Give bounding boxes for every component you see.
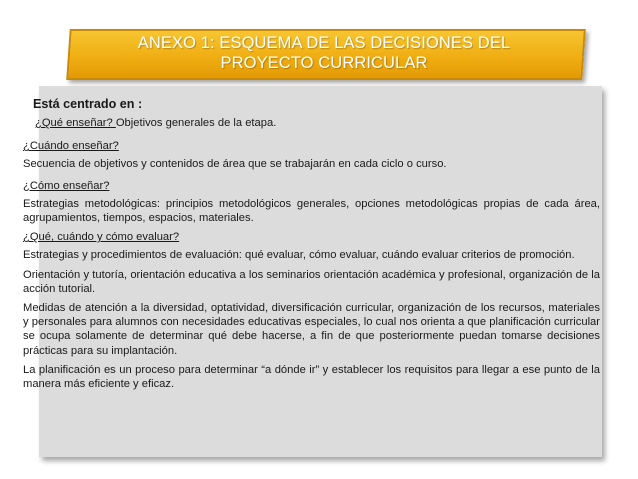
question-evaluate: ¿Qué, cuándo y cómo evaluar? (23, 231, 180, 244)
content-body (23, 96, 600, 396)
paragraph-orientacion: Orientación y tutoría, orientación educativa a los seminarios orientación académica y profesional, organización de la acción tutorial. (23, 268, 600, 295)
question-what: ¿Qué enseñar? (35, 117, 116, 129)
question-what-line (35, 116, 600, 130)
slide-title-line-1: ANEXO 1: ESQUEMA DE LAS DECISIONES DEL (137, 34, 511, 52)
answer-evaluate: Estrategias y procedimientos de evaluación: qué evaluar, cómo evaluar, cuándo evaluar criterios de promoción. (23, 249, 575, 262)
question-when: ¿Cuándo enseñar? (23, 140, 119, 153)
answer-what: Objetivos generales de la etapa. (115, 117, 277, 129)
answer-when: Secuencia de objetivos y contenidos de área que se trabajarán en cada ciclo o curso. (23, 158, 447, 171)
intro-heading: Está centrado en : (33, 97, 143, 111)
question-how: ¿Cómo enseñar? (23, 179, 110, 192)
slide-title (68, 33, 580, 73)
paragraph-planificacion: La planificación es un proceso para determinar “a dónde ir” y establecer los requisitos para llegar a ese punto de la manera más eficiente y eficaz. (23, 363, 600, 391)
slide-title-line-2: PROYECTO CURRICULAR (220, 54, 428, 72)
answer-how: Estrategias metodológicas: principios metodológicos generales, opciones metodológicas propias de cada área, agrupamientos, tiempos, espacios, materiales. (23, 197, 600, 225)
paragraph-medidas: Medidas de atención a la diversidad, optatividad, diversificación curricular, organización de los recursos, materiales y personales para alumnos con necesidades educativas especiales, lo cual nos orienta a que planificación curricular se ocupa solamente de determinar qué debe hacerse, a fin de que posteriormente puedan tomarse decisiones prácticas para su implantación. (23, 302, 600, 357)
